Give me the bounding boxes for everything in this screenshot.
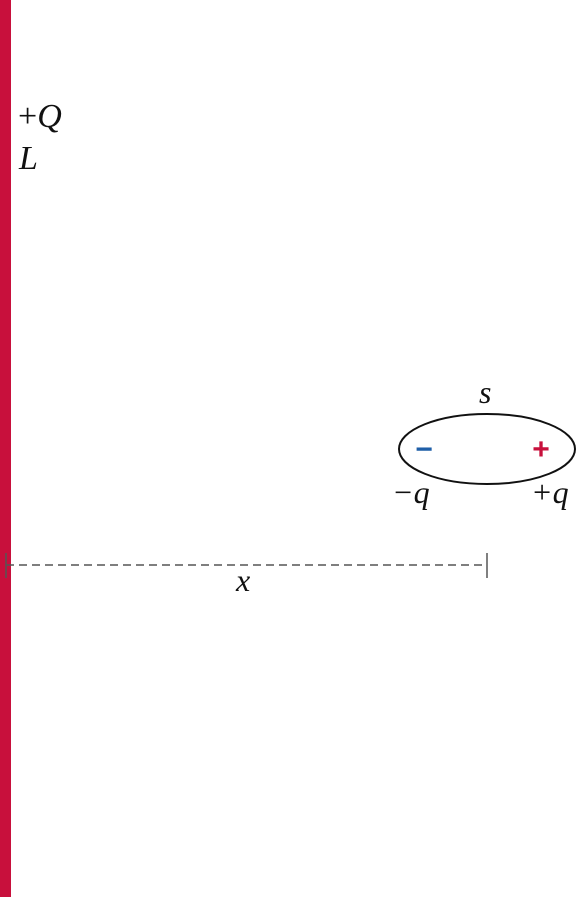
dipole-negative-sign: − xyxy=(415,433,433,466)
distance-label: x xyxy=(236,562,251,598)
positive-charge-label: +q xyxy=(531,474,569,510)
rod-length-label: L xyxy=(19,140,38,177)
rod-charge-symbol: Q xyxy=(37,98,62,135)
charged-rod xyxy=(0,0,11,897)
dipole-separation-label: s xyxy=(479,374,492,410)
rod-charge-label xyxy=(18,98,62,135)
negative-charge-label: −q xyxy=(392,474,430,510)
rod-charge-sign: + xyxy=(18,98,38,135)
dipole-positive-sign: + xyxy=(532,433,550,466)
